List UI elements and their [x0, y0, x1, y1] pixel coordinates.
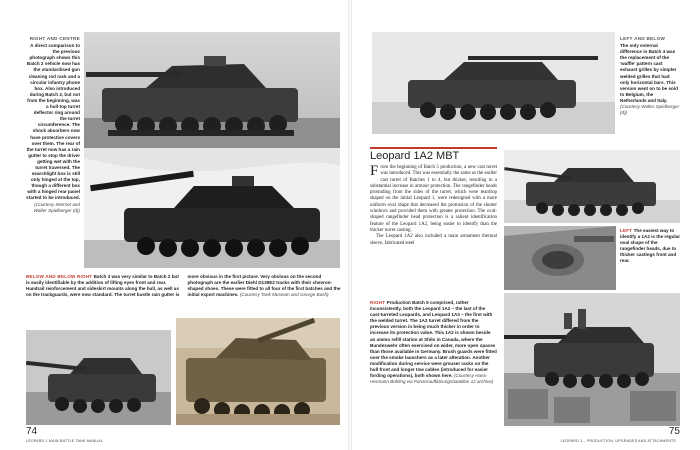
- photo-rangefinder-detail: [504, 226, 616, 290]
- caption-below-and-below-right: [26, 274, 341, 298]
- body-text: [370, 165, 497, 247]
- caption-kicker: BELOW AND BELOW RIGHT: [26, 274, 93, 279]
- photo-batch2-tank-top: [84, 32, 340, 150]
- running-title-left: LEOPARD 1 MAIN BATTLE TANK MANUAL: [26, 439, 104, 443]
- caption-credit: (Courtesy Walter Spielberger (d)): [620, 104, 680, 116]
- body-paragraph-1: rom the beginning of Batch 5 production, a new cast turret was introduced. This was essentially the same as the earlier cast turret of Batches 1 to 4, but thicker, resulting in a substantial increase in armour protection. The rangefinder heads protruding from the sides of the turret, which were teardrop shaped on the initial Leopard 1, were redesigned with a more uniform oval shape that decreased the protrusion of the shutter windows and provided them with greater protection. The oval-shaped rangefinder head protection is a salient identification feature of the Leopard 1A2, being easier to identify than the thicker turret casting.: [370, 165, 497, 233]
- photo-batch3-tank-bw: [26, 330, 171, 425]
- caption-left-and-below: [620, 36, 680, 116]
- caption-text: A direct comparison to the previous photograph shows this Batch 2 vehicle now has the standardised gun cleaning rod rack and a circular infantry phone box. Also introduced during Batch 2, but not from the beginning, was a hull-top turret deflector ring around the turret circumference. The shock absorbers now have protective covers over them. The rear of the turret now has a rain gutter to stop the driver getting wet with the turret traversed. The searchlight box is still only hinged at the top, though a different box with a hinged rear panel started to be introduced.: [26, 43, 80, 201]
- caption-text: The easiest way to identify a 1A2 is the regular oval shape of the rangefinder heads, due to thicker castings front and rear.: [620, 228, 680, 264]
- caption-credit: (Courtesy Tank Museum and George Bush): [239, 292, 329, 298]
- photo-batch2-tank-middle: [84, 148, 340, 268]
- caption-kicker: RIGHT: [370, 300, 386, 305]
- caption-text: Batch 3 was very similar to Batch 2 but is easily identifiable by the addition of lifting eyes front and rear. Handrail reinforcement and sideskirt mounts along the hull, as well as on the trackguards, were now standard. The turret bustle rain gutter is more obvious in the first picture. Very obvious on the second photograph are the earlier Diehl D139E2 tracks with their chevron-shaped shoes. These were fitted to all four of the first batches and the initial export machines.: [26, 274, 341, 298]
- caption-right: [370, 300, 497, 385]
- section-rule: [370, 147, 497, 149]
- caption-left: [620, 228, 680, 265]
- photo-batch4-tank-middle: [504, 150, 680, 223]
- spine-gutter: [348, 0, 352, 450]
- section-title: Leopard 1A2 MBT: [370, 150, 460, 162]
- photo-batch4-tank-top: [372, 32, 615, 134]
- caption-text: The only external difference in Batch 4 was the replacement of the 'waffle' pattern cast exhaust grilles by simpler welded grilles that had only horizontal bars. This version went on to be sold to Belgium, the Netherlands and Italy.: [620, 43, 678, 103]
- drop-cap: F: [370, 163, 379, 179]
- caption-text: Production Batch 5 comprised, rather inconsistently, both the Leopard 1A2 – the last of the cast-turreted Leopards, and Leopard 1A3 – the first with the welded turret. The 1A2 turret differed from the previous version in being much thicker in order to increase its protection value. This 1A2 is shown beside an ammo refill station at Shilo in Canada, where the Bundeswehr often exercised on wider, more open spaces than those available in Germany. Brush guards were fitted over the smoke launchers as a later alteration. Another modification during service were grouser racks on the hull front and longer tow cables (introduced for easier fording operations), both shown here.: [370, 300, 497, 379]
- page-number-right: 75: [668, 426, 680, 437]
- running-title-right: LEOPARD 1 – PRODUCTION, UPGRADES AND ATTACHMENTS: [560, 439, 676, 443]
- body-paragraph-2: The Leopard 1A2 also included a main armament thermal sleeve, fabricated steel: [370, 234, 497, 246]
- caption-kicker: LEFT AND BELOW: [620, 36, 666, 41]
- caption-kicker: RIGHT AND CENTRE: [29, 36, 80, 41]
- caption-right-and-centre: [26, 36, 80, 214]
- caption-credit: (Courtesy Hans-Hermann Bühling via Panzeraufklärungsbataillon 12 archive): [370, 373, 494, 385]
- page-number-left: 74: [26, 426, 38, 437]
- photo-batch3-tank-colour: [176, 318, 340, 425]
- photo-1a2-ammo-station: [504, 293, 680, 426]
- caption-credit: (Courtesy Internet and Walter Spielberger (d)): [33, 201, 80, 213]
- caption-kicker: LEFT: [620, 228, 633, 233]
